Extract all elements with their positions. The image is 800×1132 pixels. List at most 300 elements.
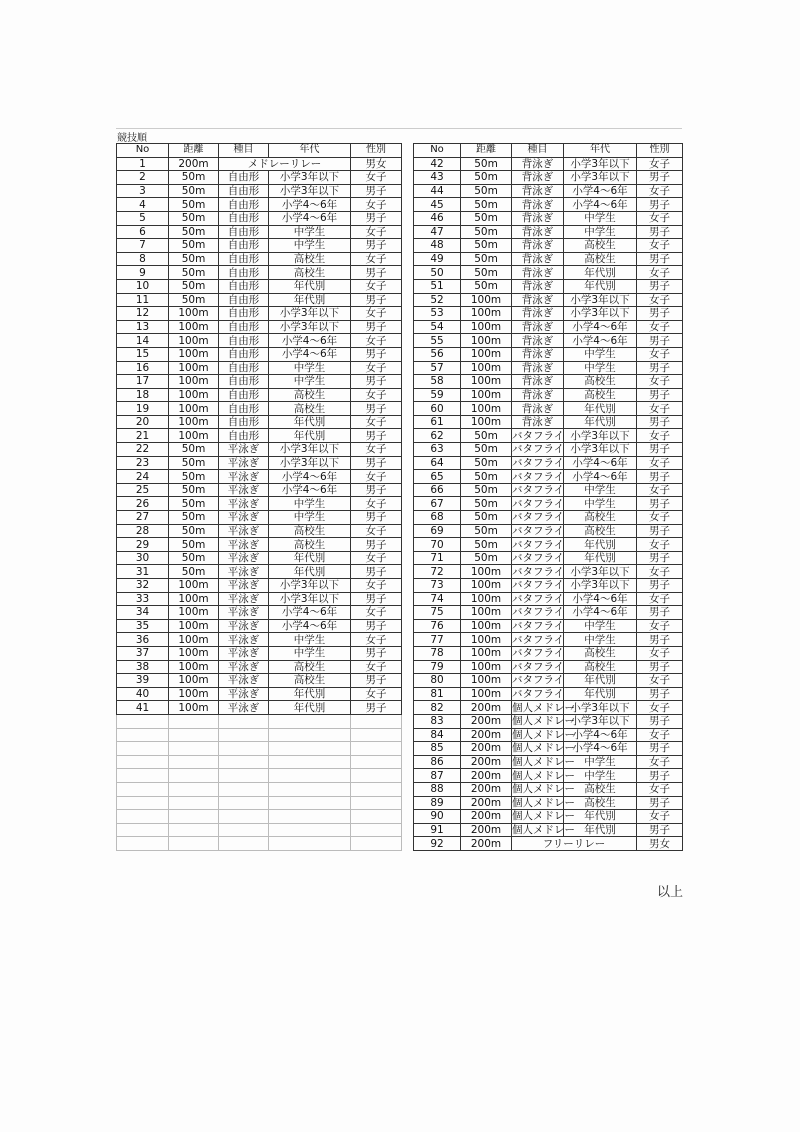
event-age-group: 中学生: [564, 211, 637, 225]
event-row: [414, 293, 683, 307]
event-age-group: 小学4～6年: [564, 198, 637, 212]
event-row: [414, 660, 683, 674]
event-gender: 男子: [351, 293, 402, 307]
event-gender: 女子: [637, 592, 683, 606]
event-no: 60: [414, 402, 461, 416]
event-stroke: 背泳ぎ: [512, 293, 564, 307]
event-gender: 女子: [637, 456, 683, 470]
empty-cell: [169, 837, 219, 851]
event-no: 6: [117, 225, 169, 239]
event-gender: 男女: [351, 157, 402, 171]
header-row: [414, 144, 683, 158]
event-row: [414, 646, 683, 660]
event-no: 13: [117, 320, 169, 334]
event-stroke: 背泳ぎ: [512, 402, 564, 416]
event-age-group: 年代別: [564, 415, 637, 429]
event-age-group: 中学生: [269, 375, 351, 389]
event-distance: 100m: [169, 415, 219, 429]
event-age-group: 年代別: [269, 565, 351, 579]
event-age-group: 高校生: [564, 252, 637, 266]
empty-cell: [169, 742, 219, 756]
empty-cell: [219, 810, 269, 824]
event-stroke: 自由形: [219, 211, 269, 225]
event-no: 28: [117, 524, 169, 538]
event-distance: 200m: [461, 728, 512, 742]
event-age-group: 小学3年以下: [564, 157, 637, 171]
event-gender: 男子: [351, 646, 402, 660]
event-no: 2: [117, 171, 169, 185]
event-row: [414, 470, 683, 484]
header-age: 年代: [564, 144, 637, 158]
empty-cell: [219, 742, 269, 756]
event-gender: 男子: [637, 742, 683, 756]
event-gender: 男子: [351, 347, 402, 361]
empty-cell: [351, 755, 402, 769]
event-gender: 男子: [351, 592, 402, 606]
header-distance: 距離: [169, 144, 219, 158]
event-distance: 50m: [461, 429, 512, 443]
event-stroke: 背泳ぎ: [512, 279, 564, 293]
empty-cell: [219, 796, 269, 810]
event-no: 54: [414, 320, 461, 334]
event-gender: 女子: [637, 810, 683, 824]
event-distance: 100m: [169, 320, 219, 334]
event-row: [414, 606, 683, 620]
event-gender: 女子: [637, 755, 683, 769]
empty-row: [117, 742, 402, 756]
empty-cell: [269, 714, 351, 728]
event-stroke: 自由形: [219, 225, 269, 239]
event-row: [117, 551, 402, 565]
empty-cell: [351, 837, 402, 851]
event-gender: 女子: [637, 782, 683, 796]
event-gender: 男子: [637, 225, 683, 239]
event-no: 87: [414, 769, 461, 783]
event-row: [414, 184, 683, 198]
header-stroke: 種目: [219, 144, 269, 158]
event-stroke: バタフライ: [512, 443, 565, 456]
event-age-group: 小学3年以下: [564, 701, 637, 715]
event-row: [117, 592, 402, 606]
event-stroke: 自由形: [219, 429, 269, 443]
event-no: 17: [117, 375, 169, 389]
event-row: [117, 701, 402, 715]
event-no: 21: [117, 429, 169, 443]
event-stroke: バタフライ: [512, 606, 565, 619]
event-gender: 男子: [637, 307, 683, 321]
empty-cell: [269, 810, 351, 824]
event-row: [414, 266, 683, 280]
event-distance: 100m: [169, 347, 219, 361]
event-no: 67: [414, 497, 461, 511]
empty-cell: [351, 769, 402, 783]
event-row: [117, 225, 402, 239]
sheet-grid-top: [116, 128, 682, 143]
event-gender: 男子: [351, 402, 402, 416]
empty-cell: [169, 769, 219, 783]
event-gender: 女子: [351, 497, 402, 511]
event-gender: 男子: [637, 796, 683, 810]
event-distance: 50m: [461, 497, 512, 511]
empty-cell: [351, 742, 402, 756]
event-gender: 女子: [351, 687, 402, 701]
event-stroke: バタフライ: [512, 524, 565, 537]
empty-row: [117, 823, 402, 837]
event-stroke: 背泳ぎ: [512, 157, 564, 171]
event-no: 46: [414, 211, 461, 225]
event-age-group: 年代別: [564, 810, 637, 824]
event-stroke: 平泳ぎ: [219, 470, 269, 484]
event-gender: 男子: [351, 565, 402, 579]
event-row: [414, 497, 683, 511]
event-stroke: バタフライ: [512, 497, 565, 510]
event-age-group: 高校生: [269, 674, 351, 688]
event-stroke: 個人メドレー: [512, 823, 575, 836]
event-no: 57: [414, 361, 461, 375]
event-distance: 50m: [169, 171, 219, 185]
event-row: [117, 415, 402, 429]
event-gender: 男子: [351, 483, 402, 497]
event-no: 36: [117, 633, 169, 647]
event-age-group: 小学3年以下: [564, 171, 637, 185]
event-row: [414, 524, 683, 538]
event-row: [117, 687, 402, 701]
event-age-group: 小学4～6年: [269, 198, 351, 212]
event-stroke: 個人メドレー: [512, 796, 575, 809]
event-age-group: 中学生: [269, 361, 351, 375]
header-no: No: [414, 144, 461, 158]
event-stroke: 自由形: [219, 334, 269, 348]
empty-cell: [269, 837, 351, 851]
event-stroke: 平泳ぎ: [219, 511, 269, 525]
event-no: 53: [414, 307, 461, 321]
event-distance: 50m: [169, 497, 219, 511]
event-gender: 女子: [351, 606, 402, 620]
event-distance: 100m: [461, 347, 512, 361]
event-row: [414, 334, 683, 348]
event-distance: 50m: [169, 565, 219, 579]
empty-cell: [219, 714, 269, 728]
event-distance: 100m: [169, 388, 219, 402]
event-no: 76: [414, 619, 461, 633]
event-distance: 100m: [169, 375, 219, 389]
event-stroke: バタフライ: [512, 484, 565, 497]
empty-cell: [117, 796, 169, 810]
event-age-group: 年代別: [564, 538, 637, 552]
event-gender: 女子: [351, 171, 402, 185]
event-distance: 50m: [461, 279, 512, 293]
event-row: [414, 483, 683, 497]
event-distance: 100m: [461, 619, 512, 633]
event-no: 44: [414, 184, 461, 198]
event-age-group: 小学3年以下: [269, 456, 351, 470]
header-age: 年代: [269, 144, 351, 158]
event-distance: 50m: [461, 470, 512, 484]
event-gender: 男子: [351, 375, 402, 389]
empty-cell: [117, 782, 169, 796]
event-no: 80: [414, 674, 461, 688]
event-row: [414, 157, 683, 171]
event-gender: 男子: [351, 211, 402, 225]
empty-cell: [351, 714, 402, 728]
event-age-group: 中学生: [269, 511, 351, 525]
event-gender: 男子: [351, 674, 402, 688]
event-table-left: [116, 143, 402, 851]
event-row: [414, 225, 683, 239]
event-row: [117, 470, 402, 484]
event-distance: 100m: [461, 415, 512, 429]
event-stroke: 自由形: [219, 266, 269, 280]
event-no: 71: [414, 551, 461, 565]
event-row: [414, 171, 683, 185]
event-gender: 男子: [351, 239, 402, 253]
event-stroke: 背泳ぎ: [512, 225, 564, 239]
event-age-group: 中学生: [564, 619, 637, 633]
event-distance: 200m: [461, 769, 512, 783]
event-stroke: 背泳ぎ: [512, 239, 564, 253]
event-row: [414, 375, 683, 389]
event-no: 70: [414, 538, 461, 552]
empty-cell: [117, 742, 169, 756]
event-stroke: 背泳ぎ: [512, 184, 564, 198]
event-no: 50: [414, 266, 461, 280]
event-no: 86: [414, 755, 461, 769]
event-distance: 50m: [169, 456, 219, 470]
event-stroke: 背泳ぎ: [512, 171, 564, 185]
event-distance: 100m: [169, 592, 219, 606]
event-distance: 200m: [461, 837, 512, 851]
event-gender: 女子: [637, 184, 683, 198]
event-gender: 女子: [637, 728, 683, 742]
empty-cell: [269, 796, 351, 810]
event-no: 49: [414, 252, 461, 266]
event-stroke: バタフライ: [512, 579, 565, 592]
event-no: 12: [117, 307, 169, 321]
event-distance: 100m: [169, 579, 219, 593]
event-distance: 100m: [169, 619, 219, 633]
event-stroke: 平泳ぎ: [219, 551, 269, 565]
event-distance: 100m: [461, 687, 512, 701]
event-no: 77: [414, 633, 461, 647]
empty-cell: [219, 755, 269, 769]
event-age-group: 年代別: [564, 266, 637, 280]
event-stroke: 背泳ぎ: [512, 361, 564, 375]
event-gender: 女子: [637, 674, 683, 688]
event-gender: 女子: [351, 579, 402, 593]
event-row: [117, 171, 402, 185]
event-distance: 100m: [461, 646, 512, 660]
event-gender: 女子: [637, 565, 683, 579]
event-no: 3: [117, 184, 169, 198]
event-stroke: 背泳ぎ: [512, 375, 564, 389]
event-no: 66: [414, 483, 461, 497]
event-gender: 女子: [351, 388, 402, 402]
event-row: [117, 524, 402, 538]
event-age-group: 高校生: [269, 252, 351, 266]
event-gender: 男子: [351, 538, 402, 552]
event-row: [414, 701, 683, 715]
empty-cell: [351, 796, 402, 810]
event-age-group: 小学3年以下: [564, 443, 637, 457]
event-row: [117, 646, 402, 660]
event-no: 15: [117, 347, 169, 361]
event-age-group: 中学生: [564, 497, 637, 511]
event-distance: 50m: [169, 211, 219, 225]
event-row: [414, 307, 683, 321]
event-distance: 50m: [169, 443, 219, 457]
event-age-group: 小学4～6年: [269, 619, 351, 633]
event-no: 81: [414, 687, 461, 701]
event-stroke: バタフライ: [512, 688, 565, 701]
event-distance: 100m: [169, 674, 219, 688]
event-distance: 50m: [461, 157, 512, 171]
event-gender: 男子: [637, 687, 683, 701]
event-distance: 100m: [461, 375, 512, 389]
event-no: 55: [414, 334, 461, 348]
event-distance: 100m: [461, 592, 512, 606]
event-distance: 100m: [169, 701, 219, 715]
event-gender: 男子: [637, 388, 683, 402]
event-row: [414, 211, 683, 225]
event-distance: 100m: [169, 402, 219, 416]
event-age-group: 年代別: [564, 687, 637, 701]
event-distance: 200m: [461, 701, 512, 715]
event-no: 32: [117, 579, 169, 593]
event-no: 79: [414, 660, 461, 674]
event-row: [117, 619, 402, 633]
event-no: 1: [117, 157, 169, 171]
event-distance: 200m: [461, 742, 512, 756]
schedule-title: 競技順: [117, 133, 147, 144]
event-stroke: 平泳ぎ: [219, 524, 269, 538]
event-age-group: 小学3年以下: [564, 565, 637, 579]
event-row: [414, 551, 683, 565]
event-gender: 男子: [351, 184, 402, 198]
event-age-group: 小学3年以下: [269, 443, 351, 457]
empty-cell: [117, 755, 169, 769]
event-age-group: 小学4～6年: [564, 456, 637, 470]
event-age-group: 小学3年以下: [269, 579, 351, 593]
event-distance: 50m: [169, 252, 219, 266]
event-no: 62: [414, 429, 461, 443]
event-no: 73: [414, 579, 461, 593]
event-stroke: バタフライ: [512, 511, 565, 524]
event-distance: 100m: [461, 579, 512, 593]
event-distance: 100m: [461, 320, 512, 334]
event-distance: 200m: [461, 796, 512, 810]
event-gender: 男子: [637, 606, 683, 620]
event-age-group: 小学4～6年: [564, 592, 637, 606]
event-age-group: 小学4～6年: [269, 211, 351, 225]
event-age-group: 年代別: [269, 701, 351, 715]
event-distance: 200m: [169, 157, 219, 171]
event-stroke: 平泳ぎ: [219, 443, 269, 457]
event-no: 58: [414, 375, 461, 389]
event-no: 11: [117, 293, 169, 307]
event-stroke: 平泳ぎ: [219, 579, 269, 593]
event-no: 45: [414, 198, 461, 212]
event-distance: 100m: [169, 660, 219, 674]
event-stroke: 背泳ぎ: [512, 334, 564, 348]
event-age-group: 小学4～6年: [269, 347, 351, 361]
empty-row: [117, 769, 402, 783]
event-stroke: 自由形: [219, 375, 269, 389]
event-row: [414, 769, 683, 783]
event-age-group: 年代別: [269, 293, 351, 307]
empty-cell: [351, 810, 402, 824]
event-row: [117, 538, 402, 552]
event-stroke: 個人メドレー: [512, 742, 575, 755]
event-row: [117, 456, 402, 470]
event-stroke: 平泳ぎ: [219, 483, 269, 497]
empty-cell: [219, 782, 269, 796]
event-gender: 女子: [351, 443, 402, 457]
event-row: [414, 837, 683, 851]
event-no: 24: [117, 470, 169, 484]
empty-cell: [219, 769, 269, 783]
event-gender: 男子: [637, 198, 683, 212]
event-age-group: 小学3年以下: [564, 429, 637, 443]
event-row: [414, 456, 683, 470]
event-gender: 男子: [637, 633, 683, 647]
event-age-group: 高校生: [564, 782, 637, 796]
event-distance: 100m: [169, 307, 219, 321]
event-row: [117, 279, 402, 293]
event-gender: 女子: [637, 211, 683, 225]
event-distance: 50m: [169, 225, 219, 239]
event-age-group: 高校生: [564, 524, 637, 538]
event-gender: 男子: [637, 252, 683, 266]
empty-row: [117, 755, 402, 769]
event-row: [414, 619, 683, 633]
event-no: 64: [414, 456, 461, 470]
event-row: [117, 606, 402, 620]
event-no: 85: [414, 742, 461, 756]
event-distance: 50m: [169, 483, 219, 497]
empty-cell: [219, 728, 269, 742]
event-no: 20: [117, 415, 169, 429]
event-age-group: 小学4～6年: [269, 470, 351, 484]
empty-cell: [169, 810, 219, 824]
event-no: 16: [117, 361, 169, 375]
event-gender: 女子: [351, 252, 402, 266]
event-stroke: 自由形: [219, 361, 269, 375]
event-row: [414, 714, 683, 728]
event-distance: 50m: [169, 184, 219, 198]
event-age-group: 中学生: [564, 769, 637, 783]
event-no: 31: [117, 565, 169, 579]
event-no: 82: [414, 701, 461, 715]
event-distance: 50m: [461, 443, 512, 457]
event-no: 34: [117, 606, 169, 620]
event-no: 38: [117, 660, 169, 674]
event-row: [117, 293, 402, 307]
event-gender: 男子: [637, 443, 683, 457]
event-distance: 100m: [461, 402, 512, 416]
closing-note: 以上: [657, 885, 684, 900]
event-distance: 100m: [461, 388, 512, 402]
event-distance: 100m: [169, 646, 219, 660]
event-row: [414, 579, 683, 593]
event-distance: 50m: [169, 538, 219, 552]
event-stroke: 自由形: [219, 171, 269, 185]
event-age-group: 高校生: [269, 266, 351, 280]
event-row: [117, 198, 402, 212]
event-distance: 50m: [169, 279, 219, 293]
event-no: 59: [414, 388, 461, 402]
event-row: [414, 592, 683, 606]
event-stroke: 平泳ぎ: [219, 497, 269, 511]
